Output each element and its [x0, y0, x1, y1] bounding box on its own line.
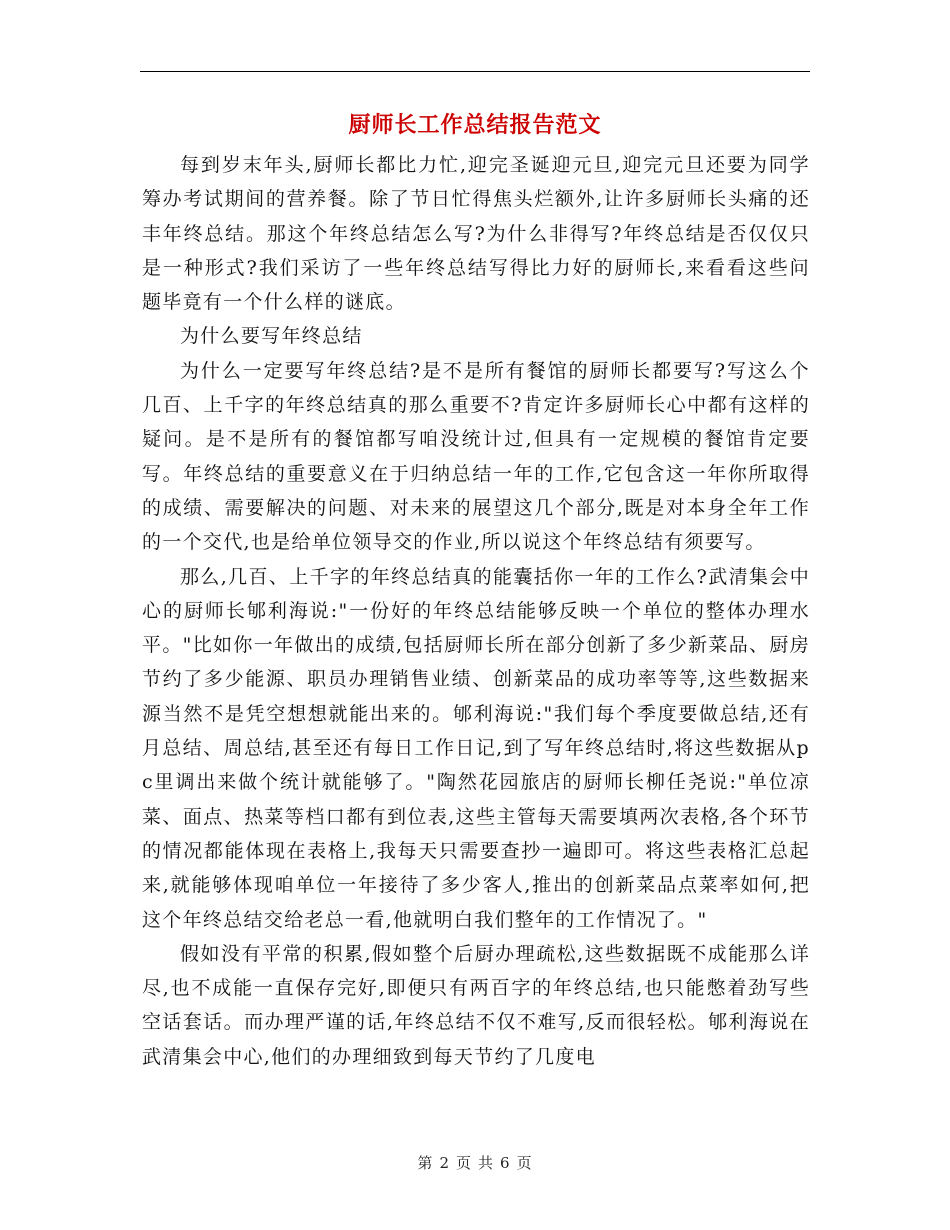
document-title: 厨师长工作总结报告范文 — [348, 112, 602, 138]
footer-page-unit: 页 — [455, 1154, 472, 1172]
paragraph-why: 为什么一定要写年终总结?是不是所有餐馆的厨师长都要写?写这么个几百、上千字的年终总结真的那么重要不?肯定许多厨师长心中都有这样的疑问。是不是所有的餐馆都写咱没统计过,但具有一定规模的餐馆肯定要写。年终总结的重要意义在于归纳总结一年的工作,它包含这一年你所取得的成绩、需要解决的问题、对未来的展望这几个部分,既是对本身全年工作的一个交代,也是给单位领导交的作业,所以说这个年终总结有须要写。 — [142, 359, 810, 554]
footer-current-page: 2 — [439, 1154, 450, 1172]
header-rule — [140, 71, 810, 72]
paragraph-accumulation: 假如没有平常的积累,假如整个后厨办理疏松,这些数据既不成能那么详尽,也不成能一直保存完好,即便只有两百字的年终总结,也只能憋着劲写些空话套话。而办理严谨的话,年终总结不仅不难写,反而很轻松。郇利海说在武清集会中心,他们的办理细致到每天节约了几度电 — [142, 942, 810, 1068]
footer-total-label: 共 — [478, 1154, 495, 1172]
page-footer — [140, 1152, 810, 1173]
footer-page-label: 第 — [417, 1154, 434, 1172]
section-heading: 为什么要写年终总结 — [180, 325, 363, 348]
document-body — [142, 148, 810, 1074]
footer-total-pages: 6 — [500, 1154, 511, 1172]
paragraph-interviews: 那么,几百、上千字的年终总结真的能囊括你一年的工作么?武清集会中心的厨师长郇利海说:"一份好的年终总结能够反映一个单位的整体办理水平。"比如你一年做出的成绩,包括厨师长所在部分创新了多少新菜品、厨房节约了多少能源、职员办理销售业绩、创新菜品的成功率等等,这些数据来源当然不是凭空想想就能出来的。郇利海说:"我们每个季度要做总结,还有月总结、周总结,甚至还有每日工作日记,到了写年终总结时,将这些数据从pc里调出来做个统计就能够了。"陶然花园旅店的厨师长柳任尧说:"单位凉菜、面点、热菜等档口都有到位表,这些主管每天需要填两次表格,各个环节的情况都能体现在表格上,我每天只需要查抄一遍即可。将这些表格汇总起来,就能够体现咱单位一年接待了多少客人,推出的创新菜品点菜率如何,把这个年终总结交给老总一看,他就明白我们整年的工作情况了。" — [142, 565, 810, 931]
paragraph-intro: 每到岁末年头,厨师长都比力忙,迎完圣诞迎元旦,迎完元旦还要为同学筹办考试期间的营养餐。除了节日忙得焦头烂额外,让许多厨师长头痛的还丰年终总结。那这个年终总结怎么写?为什么非得写?年终总结是否仅仅只是一种形式?我们采访了一些年终总结写得比力好的厨师长,来看看这些问题毕竟有一个什么样的谜底。 — [142, 154, 810, 314]
footer-total-unit: 页 — [516, 1154, 533, 1172]
